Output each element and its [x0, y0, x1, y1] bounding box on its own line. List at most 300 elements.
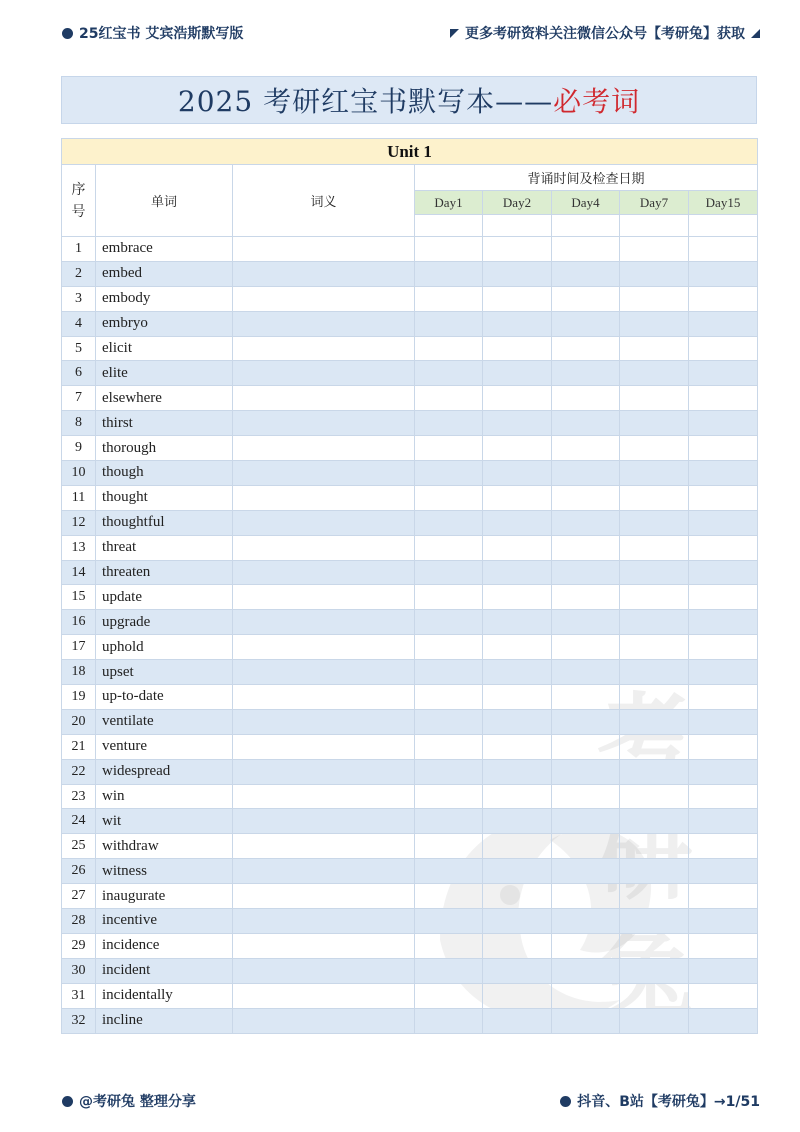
review-check-cell[interactable]: [689, 983, 758, 1008]
review-check-cell[interactable]: [415, 361, 483, 386]
word-cell: up-to-date: [96, 685, 233, 710]
review-check-cell[interactable]: [552, 535, 620, 560]
review-check-cell[interactable]: [689, 336, 758, 361]
header-right: [450, 23, 760, 43]
review-check-cell[interactable]: [552, 336, 620, 361]
row-index: 16: [62, 610, 96, 635]
word-cell: elite: [96, 361, 233, 386]
review-check-cell[interactable]: [689, 834, 758, 859]
review-check-cell[interactable]: [689, 958, 758, 983]
review-check-cell[interactable]: [689, 461, 758, 486]
word-cell: incidence: [96, 933, 233, 958]
review-check-cell[interactable]: [415, 784, 483, 809]
word-cell: incline: [96, 1008, 233, 1033]
meaning-cell[interactable]: [233, 933, 415, 958]
review-check-cell[interactable]: [483, 560, 552, 585]
review-check-cell[interactable]: [415, 759, 483, 784]
word-cell: inaugurate: [96, 884, 233, 909]
review-check-cell[interactable]: [415, 411, 483, 436]
review-check-cell[interactable]: [415, 884, 483, 909]
review-check-cell[interactable]: [689, 560, 758, 585]
word-cell: incidentally: [96, 983, 233, 1008]
review-check-cell[interactable]: [620, 983, 689, 1008]
table-row: [62, 784, 758, 809]
header-left-text: 25红宝书 艾宾浩斯默写版: [79, 26, 244, 42]
review-check-cell[interactable]: [483, 734, 552, 759]
word-cell: embrace: [96, 237, 233, 262]
review-check-cell[interactable]: [689, 610, 758, 635]
row-index: 15: [62, 585, 96, 610]
review-check-cell[interactable]: [483, 709, 552, 734]
word-cell: ventilate: [96, 709, 233, 734]
table-row: [62, 361, 758, 386]
review-check-cell[interactable]: [552, 361, 620, 386]
row-index: 10: [62, 461, 96, 486]
word-cell: threaten: [96, 560, 233, 585]
review-check-cell[interactable]: [415, 610, 483, 635]
review-check-cell[interactable]: [415, 585, 483, 610]
review-check-cell[interactable]: [483, 958, 552, 983]
meaning-cell[interactable]: [233, 436, 415, 461]
review-check-cell[interactable]: [620, 261, 689, 286]
review-check-cell[interactable]: [689, 1008, 758, 1033]
review-check-cell[interactable]: [483, 983, 552, 1008]
meaning-cell[interactable]: [233, 386, 415, 411]
review-check-cell[interactable]: [415, 933, 483, 958]
table-row: [62, 461, 758, 486]
review-check-cell[interactable]: [483, 386, 552, 411]
row-index: 9: [62, 436, 96, 461]
word-cell: upset: [96, 660, 233, 685]
review-check-cell[interactable]: [552, 709, 620, 734]
review-check-cell[interactable]: [415, 709, 483, 734]
review-check-cell[interactable]: [415, 734, 483, 759]
meaning-cell[interactable]: [233, 311, 415, 336]
review-check-cell[interactable]: [483, 834, 552, 859]
table-row: [62, 635, 758, 660]
review-check-cell[interactable]: [483, 909, 552, 934]
day-header: Day1: [415, 191, 483, 215]
row-index: 23: [62, 784, 96, 809]
footer-right: [560, 1091, 760, 1111]
review-check-cell[interactable]: [620, 411, 689, 436]
review-check-cell[interactable]: [689, 286, 758, 311]
review-check-cell[interactable]: [620, 535, 689, 560]
review-check-cell[interactable]: [552, 510, 620, 535]
review-check-cell[interactable]: [689, 510, 758, 535]
review-check-cell[interactable]: [620, 759, 689, 784]
review-check-cell[interactable]: [483, 610, 552, 635]
row-index: 3: [62, 286, 96, 311]
table-row: [62, 411, 758, 436]
review-check-cell[interactable]: [415, 261, 483, 286]
review-check-cell[interactable]: [483, 809, 552, 834]
meaning-cell[interactable]: [233, 485, 415, 510]
table-row: [62, 510, 758, 535]
review-check-cell[interactable]: [483, 461, 552, 486]
review-check-cell[interactable]: [689, 436, 758, 461]
review-check-cell[interactable]: [689, 311, 758, 336]
day-header: Day15: [689, 191, 758, 215]
review-check-cell[interactable]: [483, 510, 552, 535]
review-check-cell[interactable]: [620, 361, 689, 386]
meaning-cell[interactable]: [233, 286, 415, 311]
row-index: 21: [62, 734, 96, 759]
review-check-cell[interactable]: [415, 510, 483, 535]
review-check-cell[interactable]: [415, 286, 483, 311]
review-check-cell[interactable]: [552, 660, 620, 685]
review-check-cell[interactable]: [689, 411, 758, 436]
review-check-cell[interactable]: [620, 585, 689, 610]
word-cell: witness: [96, 859, 233, 884]
review-check-cell[interactable]: [415, 461, 483, 486]
review-check-cell[interactable]: [483, 635, 552, 660]
review-check-cell[interactable]: [620, 685, 689, 710]
review-check-cell[interactable]: [689, 933, 758, 958]
table-row: [62, 386, 758, 411]
review-check-cell[interactable]: [552, 585, 620, 610]
day-header: Day2: [483, 191, 552, 215]
col-index-header: [62, 165, 96, 237]
review-check-cell[interactable]: [620, 958, 689, 983]
review-check-cell[interactable]: [620, 709, 689, 734]
table-row: [62, 734, 758, 759]
review-check-cell[interactable]: [552, 909, 620, 934]
review-check-cell[interactable]: [483, 784, 552, 809]
review-check-cell[interactable]: [552, 311, 620, 336]
review-check-cell[interactable]: [689, 635, 758, 660]
row-index: 24: [62, 809, 96, 834]
review-check-cell[interactable]: [552, 859, 620, 884]
meaning-cell[interactable]: [233, 834, 415, 859]
meaning-cell[interactable]: [233, 809, 415, 834]
review-check-cell[interactable]: [552, 610, 620, 635]
review-check-cell[interactable]: [483, 1008, 552, 1033]
row-index: 2: [62, 261, 96, 286]
meaning-cell[interactable]: [233, 237, 415, 262]
review-check-cell[interactable]: [552, 485, 620, 510]
meaning-cell[interactable]: [233, 909, 415, 934]
review-check-cell[interactable]: [415, 436, 483, 461]
review-check-cell[interactable]: [415, 635, 483, 660]
review-check-cell[interactable]: [689, 261, 758, 286]
date-cell[interactable]: [415, 215, 483, 237]
review-check-cell[interactable]: [552, 436, 620, 461]
row-index: 30: [62, 958, 96, 983]
review-check-cell[interactable]: [483, 485, 552, 510]
row-index: 31: [62, 983, 96, 1008]
row-index: 32: [62, 1008, 96, 1033]
word-cell: incident: [96, 958, 233, 983]
word-cell: venture: [96, 734, 233, 759]
review-check-cell[interactable]: [689, 709, 758, 734]
review-check-cell[interactable]: [620, 784, 689, 809]
meaning-cell[interactable]: [233, 884, 415, 909]
title-highlight: 必考词: [553, 85, 641, 118]
review-check-cell[interactable]: [415, 311, 483, 336]
table-row: [62, 809, 758, 834]
review-check-cell[interactable]: [689, 809, 758, 834]
review-check-cell[interactable]: [552, 261, 620, 286]
review-check-cell[interactable]: [689, 485, 758, 510]
review-check-cell[interactable]: [552, 809, 620, 834]
row-index: 29: [62, 933, 96, 958]
review-check-cell[interactable]: [620, 560, 689, 585]
review-check-cell[interactable]: [483, 361, 552, 386]
word-cell: elicit: [96, 336, 233, 361]
table-row: [62, 685, 758, 710]
review-check-cell[interactable]: [415, 336, 483, 361]
review-check-cell[interactable]: [552, 884, 620, 909]
row-index: 13: [62, 535, 96, 560]
review-check-cell[interactable]: [620, 1008, 689, 1033]
review-check-cell[interactable]: [552, 461, 620, 486]
review-check-cell[interactable]: [552, 834, 620, 859]
review-check-cell[interactable]: [483, 237, 552, 262]
review-check-cell[interactable]: [689, 237, 758, 262]
review-check-cell[interactable]: [620, 311, 689, 336]
col-index-char-1: 序: [71, 181, 86, 198]
review-check-cell[interactable]: [415, 660, 483, 685]
table-row: [62, 610, 758, 635]
word-cell: though: [96, 461, 233, 486]
meaning-cell[interactable]: [233, 660, 415, 685]
review-check-cell[interactable]: [483, 933, 552, 958]
review-check-cell[interactable]: [483, 660, 552, 685]
meaning-cell[interactable]: [233, 685, 415, 710]
review-check-cell[interactable]: [483, 535, 552, 560]
review-check-cell[interactable]: [415, 834, 483, 859]
meaning-cell[interactable]: [233, 411, 415, 436]
meaning-cell[interactable]: [233, 585, 415, 610]
review-check-cell[interactable]: [552, 560, 620, 585]
row-index: 11: [62, 485, 96, 510]
review-check-cell[interactable]: [552, 1008, 620, 1033]
word-cell: embed: [96, 261, 233, 286]
review-check-cell[interactable]: [620, 610, 689, 635]
review-check-cell[interactable]: [620, 859, 689, 884]
date-cell[interactable]: [483, 215, 552, 237]
review-check-cell[interactable]: [483, 436, 552, 461]
review-check-cell[interactable]: [415, 237, 483, 262]
meaning-cell[interactable]: [233, 336, 415, 361]
table-row: [62, 884, 758, 909]
review-check-cell[interactable]: [620, 286, 689, 311]
review-check-cell[interactable]: [689, 685, 758, 710]
col-meaning-header: 词义: [233, 165, 415, 237]
table-row: [62, 535, 758, 560]
review-check-cell[interactable]: [415, 983, 483, 1008]
word-cell: incentive: [96, 909, 233, 934]
review-check-cell[interactable]: [483, 411, 552, 436]
watermark-line-2: 研: [597, 800, 693, 913]
word-table: [61, 138, 758, 1034]
table-row: [62, 909, 758, 934]
col-word-header: 单词: [96, 165, 233, 237]
word-cell: withdraw: [96, 834, 233, 859]
review-check-cell[interactable]: [483, 685, 552, 710]
review-check-cell[interactable]: [552, 983, 620, 1008]
meaning-cell[interactable]: [233, 759, 415, 784]
review-check-cell[interactable]: [483, 311, 552, 336]
header-row: [62, 165, 758, 191]
review-check-cell[interactable]: [689, 909, 758, 934]
review-check-cell[interactable]: [483, 336, 552, 361]
review-check-cell[interactable]: [483, 261, 552, 286]
meaning-cell[interactable]: [233, 361, 415, 386]
row-index: 27: [62, 884, 96, 909]
review-check-cell[interactable]: [620, 660, 689, 685]
footer-left-text: @考研兔 整理分享: [79, 1094, 196, 1110]
review-check-cell[interactable]: [415, 909, 483, 934]
meaning-cell[interactable]: [233, 261, 415, 286]
meaning-cell[interactable]: [233, 535, 415, 560]
meaning-cell[interactable]: [233, 709, 415, 734]
row-index: 14: [62, 560, 96, 585]
review-check-cell[interactable]: [552, 237, 620, 262]
review-check-cell[interactable]: [620, 933, 689, 958]
review-check-cell[interactable]: [483, 759, 552, 784]
review-check-cell[interactable]: [552, 784, 620, 809]
review-check-cell[interactable]: [620, 510, 689, 535]
review-check-cell[interactable]: [415, 386, 483, 411]
review-check-cell[interactable]: [552, 286, 620, 311]
word-cell: win: [96, 784, 233, 809]
meaning-cell[interactable]: [233, 461, 415, 486]
word-cell: elsewhere: [96, 386, 233, 411]
review-check-cell[interactable]: [689, 386, 758, 411]
table-row: [62, 660, 758, 685]
review-check-cell[interactable]: [689, 859, 758, 884]
meaning-cell[interactable]: [233, 635, 415, 660]
word-cell: embody: [96, 286, 233, 311]
review-check-cell[interactable]: [415, 1008, 483, 1033]
day-header: Day7: [620, 191, 689, 215]
review-check-cell[interactable]: [552, 411, 620, 436]
review-check-cell[interactable]: [689, 535, 758, 560]
table-row: [62, 709, 758, 734]
review-check-cell[interactable]: [552, 759, 620, 784]
header-right-text: 更多考研资料关注微信公众号【考研兔】获取: [465, 26, 745, 42]
review-check-cell[interactable]: [689, 759, 758, 784]
word-cell: update: [96, 585, 233, 610]
review-check-cell[interactable]: [689, 660, 758, 685]
review-check-cell[interactable]: [689, 361, 758, 386]
footer-left: [62, 1091, 196, 1111]
footer-right-text: 抖音、B站【考研兔】→1/51: [577, 1094, 760, 1110]
row-index: 26: [62, 859, 96, 884]
meaning-cell[interactable]: [233, 1008, 415, 1033]
col-review-header: 背诵时间及检查日期: [415, 165, 758, 191]
table-row: [62, 585, 758, 610]
review-check-cell[interactable]: [620, 237, 689, 262]
meaning-cell[interactable]: [233, 958, 415, 983]
meaning-cell[interactable]: [233, 560, 415, 585]
row-index: 19: [62, 685, 96, 710]
review-check-cell[interactable]: [552, 635, 620, 660]
review-check-cell[interactable]: [620, 909, 689, 934]
header-left: [62, 23, 243, 43]
review-check-cell[interactable]: [415, 685, 483, 710]
review-check-cell[interactable]: [689, 734, 758, 759]
review-check-cell[interactable]: [552, 386, 620, 411]
row-index: 7: [62, 386, 96, 411]
word-cell: thought: [96, 485, 233, 510]
review-check-cell[interactable]: [689, 585, 758, 610]
word-cell: embryo: [96, 311, 233, 336]
review-check-cell[interactable]: [620, 884, 689, 909]
review-check-cell[interactable]: [483, 286, 552, 311]
review-check-cell[interactable]: [552, 734, 620, 759]
meaning-cell[interactable]: [233, 859, 415, 884]
bullet-dot-icon: [62, 28, 73, 39]
review-check-cell[interactable]: [552, 958, 620, 983]
date-cell[interactable]: [689, 215, 758, 237]
row-index: 28: [62, 909, 96, 934]
review-check-cell[interactable]: [415, 560, 483, 585]
review-check-cell[interactable]: [415, 485, 483, 510]
review-check-cell[interactable]: [689, 784, 758, 809]
meaning-cell[interactable]: [233, 610, 415, 635]
review-check-cell[interactable]: [620, 834, 689, 859]
review-check-cell[interactable]: [415, 859, 483, 884]
meaning-cell[interactable]: [233, 784, 415, 809]
col-index-char-2: 号: [71, 203, 86, 220]
review-check-cell[interactable]: [620, 734, 689, 759]
date-cell[interactable]: [552, 215, 620, 237]
table-row: [62, 983, 758, 1008]
review-check-cell[interactable]: [620, 485, 689, 510]
review-check-cell[interactable]: [620, 436, 689, 461]
review-check-cell[interactable]: [552, 933, 620, 958]
review-check-cell[interactable]: [620, 635, 689, 660]
review-check-cell[interactable]: [620, 336, 689, 361]
review-check-cell[interactable]: [415, 809, 483, 834]
corner-triangle-left-icon: [450, 29, 459, 38]
word-cell: thirst: [96, 411, 233, 436]
word-cell: thoughtful: [96, 510, 233, 535]
table-row: [62, 1008, 758, 1033]
review-check-cell[interactable]: [415, 535, 483, 560]
table-row: [62, 958, 758, 983]
review-check-cell[interactable]: [483, 884, 552, 909]
table-row: [62, 436, 758, 461]
review-check-cell[interactable]: [620, 809, 689, 834]
review-check-cell[interactable]: [552, 685, 620, 710]
meaning-cell[interactable]: [233, 510, 415, 535]
date-cell[interactable]: [620, 215, 689, 237]
review-check-cell[interactable]: [483, 859, 552, 884]
review-check-cell[interactable]: [415, 958, 483, 983]
meaning-cell[interactable]: [233, 734, 415, 759]
review-check-cell[interactable]: [689, 884, 758, 909]
meaning-cell[interactable]: [233, 983, 415, 1008]
table-row: [62, 237, 758, 262]
page-footer: [62, 1090, 760, 1112]
word-cell: widespread: [96, 759, 233, 784]
watermark-line-1: 考: [597, 682, 693, 795]
table-row: [62, 286, 758, 311]
page-header: [62, 22, 760, 44]
table-row: [62, 933, 758, 958]
page-title: [61, 76, 757, 124]
word-cell: wit: [96, 809, 233, 834]
review-check-cell[interactable]: [620, 386, 689, 411]
word-cell: thorough: [96, 436, 233, 461]
bullet-dot-icon: [62, 1096, 73, 1107]
review-check-cell[interactable]: [483, 585, 552, 610]
review-check-cell[interactable]: [620, 461, 689, 486]
